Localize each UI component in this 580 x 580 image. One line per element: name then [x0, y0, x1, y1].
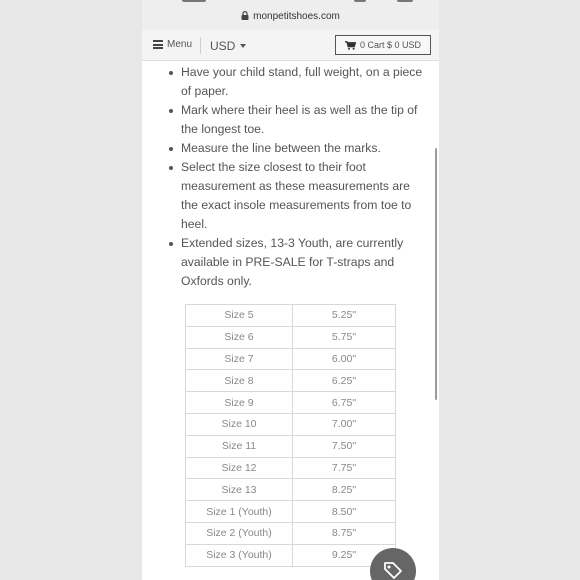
measurement-cell: 7.50" — [293, 435, 396, 457]
status-bar-clipped-time — [182, 0, 206, 2]
measurement-cell: 8.25" — [293, 479, 396, 501]
instruction-item: Select the size closest to their foot measurement as these measurements are the exact insole measurements from toe to heel. — [142, 158, 439, 234]
price-tag-button[interactable] — [370, 548, 416, 580]
size-cell: Size 6 — [186, 326, 293, 348]
cart-button[interactable] — [335, 35, 431, 55]
measurement-cell: 7.00" — [293, 413, 396, 435]
size-cell: Size 12 — [186, 457, 293, 479]
hamburger-menu-icon — [153, 40, 163, 49]
measurement-cell: 8.75" — [293, 522, 396, 544]
measurement-cell: 6.75" — [293, 392, 396, 414]
cart-label: 0 Cart $ 0 USD — [359, 40, 422, 50]
table-row — [186, 544, 396, 566]
header-divider — [200, 37, 201, 54]
size-cell: Size 9 — [186, 392, 293, 414]
table-row — [186, 370, 396, 392]
size-cell: Size 2 (Youth) — [186, 522, 293, 544]
table-row — [186, 435, 396, 457]
measurement-cell: 5.25" — [293, 305, 396, 327]
site-header — [142, 30, 439, 61]
measurement-cell: 9.25" — [293, 544, 396, 566]
size-guide-content — [142, 63, 439, 291]
menu-label: Menu — [167, 39, 193, 50]
measuring-instructions — [142, 63, 439, 291]
size-cell: Size 1 (Youth) — [186, 501, 293, 523]
measurement-cell: 6.00" — [293, 348, 396, 370]
status-bar-clipped-battery — [397, 0, 413, 2]
phone-screen — [142, 0, 439, 580]
menu-button[interactable] — [153, 39, 192, 50]
shopping-cart-icon — [345, 41, 356, 50]
size-chart-table — [185, 304, 396, 567]
table-row — [186, 326, 396, 348]
table-row — [186, 413, 396, 435]
size-cell: Size 10 — [186, 413, 293, 435]
status-bar-clipped-signal — [354, 0, 366, 2]
measurement-cell: 7.75" — [293, 457, 396, 479]
browser-address-bar[interactable] — [142, 0, 439, 30]
lock-icon — [241, 11, 249, 20]
table-row — [186, 305, 396, 327]
measurement-cell: 5.75" — [293, 326, 396, 348]
size-cell: Size 8 — [186, 370, 293, 392]
size-cell: Size 13 — [186, 479, 293, 501]
caret-down-icon — [240, 44, 246, 48]
table-row — [186, 457, 396, 479]
address-url-text: monpetitshoes.com — [253, 11, 340, 22]
table-row — [186, 479, 396, 501]
instruction-item: Extended sizes, 13-3 Youth, are currently available in PRE-SALE for T-straps and Oxfords only. — [142, 234, 439, 291]
page-scrollbar[interactable] — [435, 148, 437, 400]
measurement-cell: 8.50" — [293, 501, 396, 523]
currency-value: USD — [210, 39, 236, 53]
currency-selector[interactable] — [210, 39, 246, 53]
instruction-item: Measure the line between the marks. — [142, 139, 439, 158]
size-cell: Size 11 — [186, 435, 293, 457]
size-cell: Size 5 — [186, 305, 293, 327]
instruction-item: Have your child stand, full weight, on a piece of paper. — [142, 63, 439, 101]
instruction-item: Mark where their heel is as well as the tip of the longest toe. — [142, 101, 439, 139]
table-row — [186, 392, 396, 414]
size-cell: Size 3 (Youth) — [186, 544, 293, 566]
price-tag-icon — [382, 560, 404, 580]
address-url[interactable] — [142, 11, 439, 22]
table-row — [186, 522, 396, 544]
table-row — [186, 348, 396, 370]
table-row — [186, 501, 396, 523]
size-cell: Size 7 — [186, 348, 293, 370]
measurement-cell: 6.25" — [293, 370, 396, 392]
